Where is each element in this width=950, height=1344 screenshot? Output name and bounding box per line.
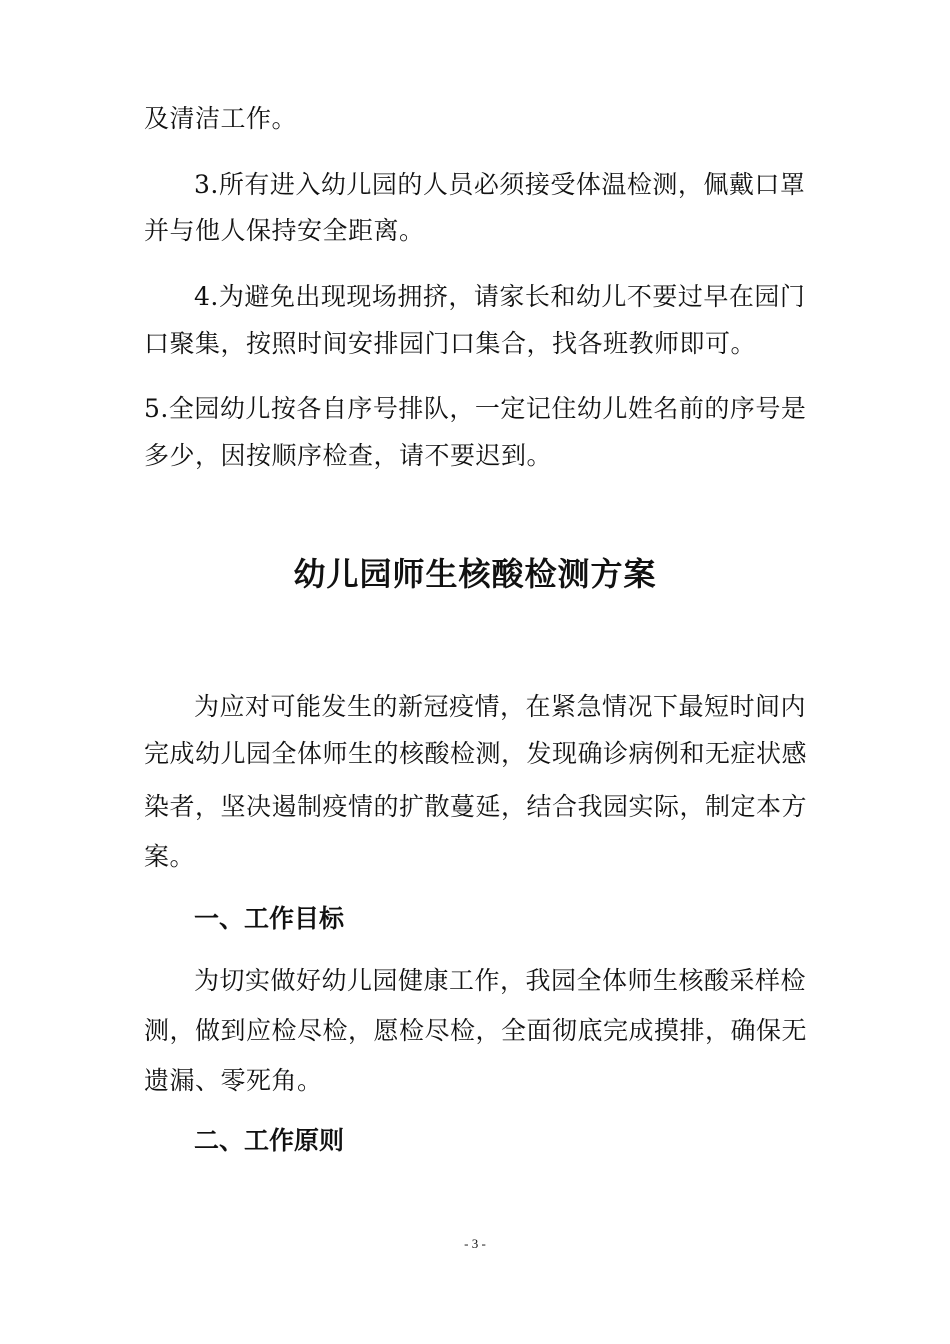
section-heading-principles: 二、工作原则 <box>194 1126 345 1155</box>
text-line: 及清洁工作。 <box>144 104 298 133</box>
goals-line-2: 测，做到应检尽检，愿检尽检，全面彻底完成摸排，确保无 <box>144 1016 808 1045</box>
list-item-4-line-1: 4.为避免出现现场拥挤，请家长和幼儿不要过早在园门 <box>194 282 806 311</box>
goals-line-1: 为切实做好幼儿园健康工作，我园全体师生核酸采样检 <box>194 966 807 995</box>
intro-line-4: 案。 <box>144 842 196 871</box>
list-item-4-line-2: 口聚集，按照时间安排园门口集合，找各班教师即可。 <box>144 329 757 358</box>
page-number: - 3 - <box>464 1236 486 1251</box>
list-item-3-line-2: 并与他人保持安全距离。 <box>144 216 425 245</box>
goals-line-3: 遗漏、零死角。 <box>144 1066 323 1095</box>
section-heading-goals: 一、工作目标 <box>194 904 345 933</box>
intro-line-3: 染者，坚决遏制疫情的扩散蔓延，结合我园实际，制定本方 <box>144 792 808 821</box>
intro-line-2: 完成幼儿园全体师生的核酸检测，发现确诊病例和无症状感 <box>144 739 808 768</box>
document-title: 幼儿园师生核酸检测方案 <box>293 555 657 593</box>
list-item-5-line-1: 5.全园幼儿按各自序号排队，一定记住幼儿姓名前的序号是 <box>144 394 807 423</box>
list-item-5-line-2: 多少，因按顺序检查，请不要迟到。 <box>144 441 553 470</box>
intro-line-1: 为应对可能发生的新冠疫情，在紧急情况下最短时间内 <box>194 692 807 721</box>
list-item-3-line-1: 3.所有进入幼儿园的人员必须接受体温检测，佩戴口罩 <box>194 170 806 199</box>
